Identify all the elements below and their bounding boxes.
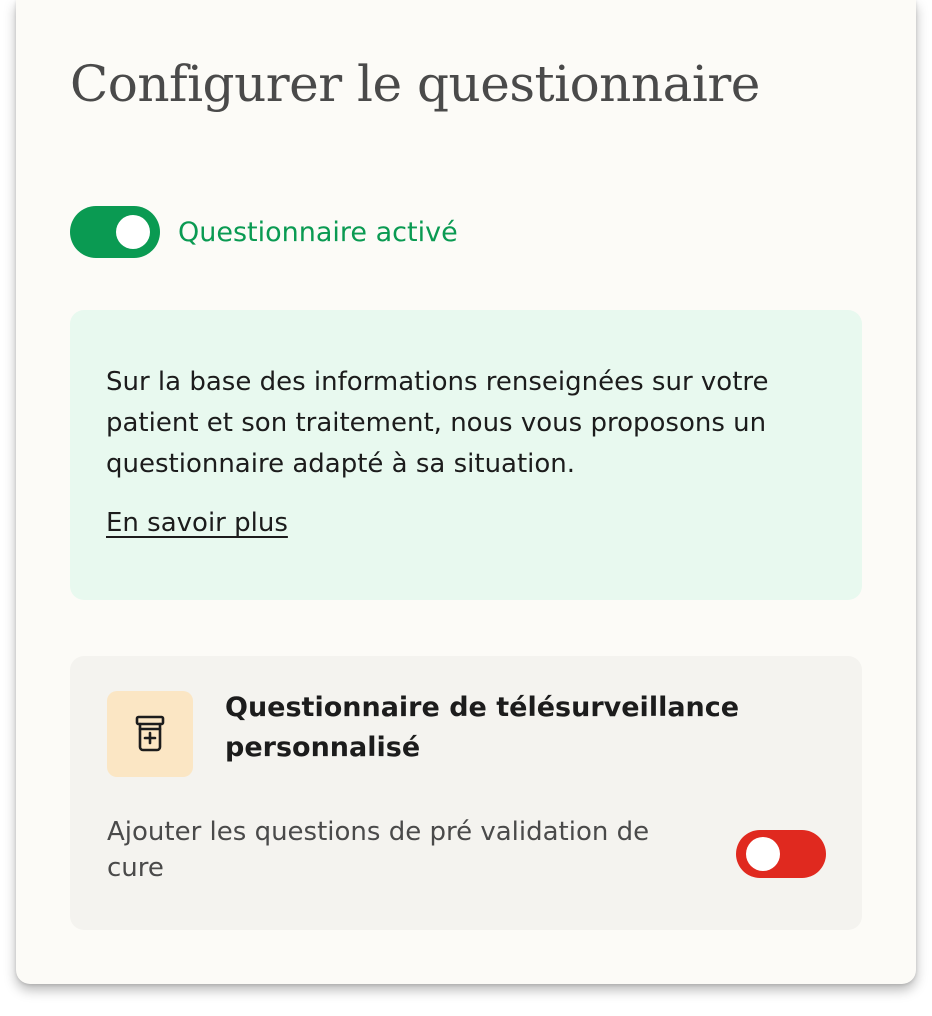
questionnaire-toggle-row (70, 206, 458, 258)
info-text: Sur la base des informations renseignées sur votre patient et son traitement, nous vous proposons un questionnaire adapté à sa situation. (106, 367, 769, 479)
questionnaire-active-toggle[interactable] (70, 206, 160, 258)
learn-more-link[interactable]: En savoir plus (106, 508, 288, 538)
feature-title: Questionnaire de télésurveillance personnalisé (225, 692, 740, 763)
questionnaire-active-label: Questionnaire activé (178, 216, 458, 248)
pre-validation-toggle[interactable] (736, 830, 826, 878)
toggle-knob (746, 837, 780, 871)
pre-validation-option-label: Ajouter les questions de pré validation de cure (107, 817, 650, 883)
info-panel (70, 310, 862, 600)
page-title: Configurer le questionnaire (70, 55, 760, 113)
toggle-knob (116, 215, 150, 249)
medication-jar-icon (107, 691, 193, 777)
questionnaire-config-card (16, 0, 916, 984)
telemonitoring-questionnaire-card (70, 656, 862, 930)
